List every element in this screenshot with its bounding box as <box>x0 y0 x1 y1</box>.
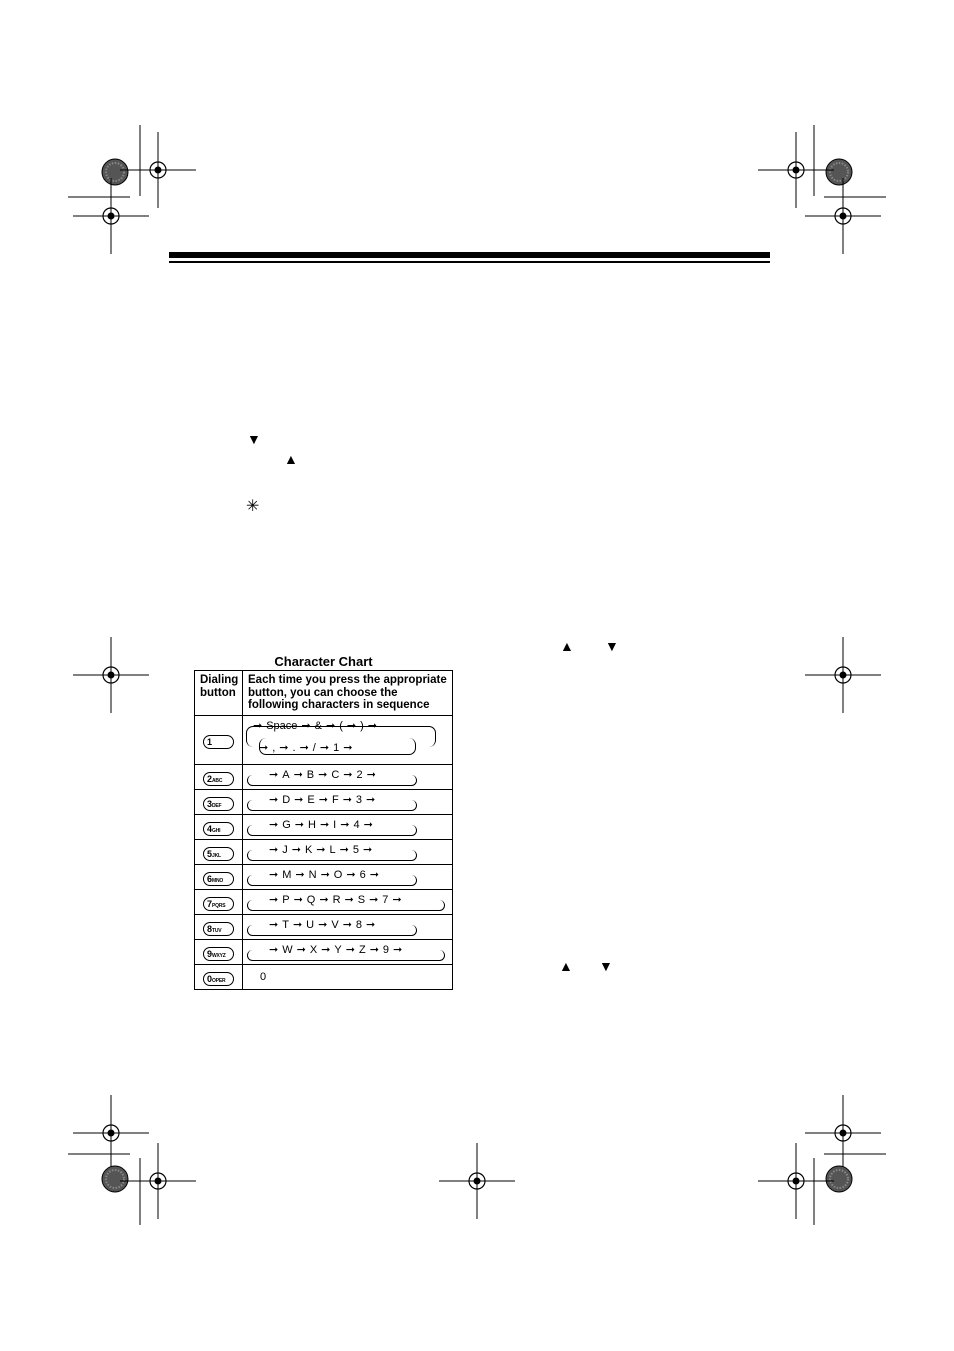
crosshair-mark <box>120 132 196 208</box>
dialing-button-cell <box>195 939 243 964</box>
character: U <box>306 918 315 931</box>
character: R <box>332 893 341 906</box>
dialing-button-cell <box>195 839 243 864</box>
arrow-right-icon: ➞ <box>343 741 353 754</box>
table-header-row <box>195 671 453 716</box>
header-rule-thick <box>169 252 770 258</box>
character: Space <box>266 719 298 732</box>
arrow-right-icon: ➞ <box>269 893 279 906</box>
character: W <box>282 943 293 956</box>
arrow-right-icon: ➞ <box>269 768 279 781</box>
character: 3 <box>355 793 363 806</box>
arrow-right-icon: ➞ <box>319 893 329 906</box>
table-row <box>195 889 453 914</box>
arrow-right-icon: ➞ <box>366 793 376 806</box>
character: ( <box>339 719 343 732</box>
character: K <box>304 843 313 856</box>
arrow-right-icon: ➞ <box>340 818 350 831</box>
character: 0 <box>260 970 267 983</box>
arrow-right-icon: ➞ <box>366 768 376 781</box>
arrow-right-icon: ➞ <box>346 868 356 881</box>
character: 9 <box>382 943 390 956</box>
arrow-right-icon: ➞ <box>269 843 279 856</box>
keypad-button-icon: 3DEF <box>203 797 234 811</box>
arrow-right-icon: ➞ <box>269 818 279 831</box>
crosshair-mark <box>758 132 834 208</box>
crosshair-mark <box>73 178 149 254</box>
arrow-right-icon: ➞ <box>346 719 357 732</box>
character: F <box>331 793 339 806</box>
arrow-right-icon: ➞ <box>292 918 303 931</box>
crosshair-mark <box>120 1143 196 1219</box>
arrow-right-icon: ➞ <box>367 719 377 732</box>
sequence-loop <box>247 900 445 911</box>
crosshair-mark <box>73 1095 149 1171</box>
character-sequence-cell <box>243 715 453 764</box>
crosshair-mark <box>73 637 149 713</box>
character: & <box>314 719 322 732</box>
dialing-button-cell <box>195 914 243 939</box>
up-triangle-icon: ▲ <box>559 958 573 974</box>
arrow-right-icon: ➞ <box>362 843 373 856</box>
character: H <box>308 818 316 831</box>
character: L <box>329 843 336 856</box>
keypad-button-icon: 5JKL <box>203 847 234 861</box>
arrow-right-icon: ➞ <box>259 741 269 754</box>
character: M <box>282 868 292 881</box>
table-row <box>195 839 453 864</box>
arrow-right-icon: ➞ <box>325 719 336 732</box>
crosshair-mark <box>439 1143 515 1219</box>
character: 6 <box>359 868 366 881</box>
character: A <box>282 768 290 781</box>
character: E <box>307 793 315 806</box>
crosshair-mark <box>805 1095 881 1171</box>
arrow-right-icon: ➞ <box>269 793 279 806</box>
arrow-right-icon: ➞ <box>269 918 279 931</box>
arrow-right-icon: ➞ <box>342 793 352 806</box>
arrow-right-icon: ➞ <box>253 719 263 732</box>
arrow-right-icon: ➞ <box>369 893 379 906</box>
arrow-right-icon: ➞ <box>279 741 289 754</box>
arrow-right-icon: ➞ <box>393 943 403 956</box>
keypad-button-icon: 6MNO <box>203 872 234 886</box>
character: / <box>312 741 316 754</box>
character: X <box>309 943 318 956</box>
character: J <box>282 843 288 856</box>
arrow-right-icon: ➞ <box>301 719 311 732</box>
character: V <box>331 918 339 931</box>
crosshair-mark <box>805 637 881 713</box>
arrow-right-icon: ➞ <box>392 893 402 906</box>
character-sequence-cell <box>243 964 453 989</box>
arrow-right-icon: ➞ <box>342 918 352 931</box>
table-row <box>195 939 453 964</box>
dialing-button-cell <box>195 715 243 764</box>
character: Z <box>358 943 366 956</box>
color-wheel-mark <box>102 1166 128 1192</box>
header-rule-thin <box>169 261 770 263</box>
arrow-right-icon: ➞ <box>345 943 355 956</box>
arrow-right-icon: ➞ <box>318 768 328 781</box>
star-icon: ✳ <box>246 498 260 515</box>
table-row <box>195 914 453 939</box>
arrow-right-icon: ➞ <box>294 793 304 806</box>
character-sequence-cell <box>243 889 453 914</box>
header-dialing-button: Dialing button <box>195 671 243 716</box>
keypad-button-icon: 8TUV <box>203 922 234 936</box>
arrow-right-icon: ➞ <box>299 741 309 754</box>
dialing-button-cell <box>195 864 243 889</box>
arrow-right-icon: ➞ <box>269 943 279 956</box>
character: O <box>333 868 343 881</box>
character: ) <box>360 719 364 732</box>
arrow-right-icon: ➞ <box>318 918 328 931</box>
character: I <box>333 818 337 831</box>
sequence-loop <box>247 925 417 936</box>
keypad-button-icon: 1 <box>203 735 234 749</box>
arrow-right-icon: ➞ <box>319 818 330 831</box>
arrow-right-icon: ➞ <box>293 768 303 781</box>
arrow-right-icon: ➞ <box>339 843 349 856</box>
arrow-right-icon: ➞ <box>269 868 279 881</box>
up-triangle-icon: ▲ <box>560 638 574 654</box>
sequence-loop <box>247 775 417 786</box>
chart-title: Character Chart <box>274 654 373 669</box>
character: 5 <box>352 843 359 856</box>
arrow-right-icon: ➞ <box>293 893 303 906</box>
arrow-right-icon: ➞ <box>318 793 328 806</box>
character-sequence-cell <box>243 764 453 789</box>
table-row <box>195 864 453 889</box>
color-wheel-mark <box>826 159 852 185</box>
color-wheel-mark <box>826 1166 852 1192</box>
down-triangle-icon: ▼ <box>605 638 619 654</box>
character: D <box>282 793 291 806</box>
character: S <box>357 893 366 906</box>
character: C <box>331 768 340 781</box>
character-sequence-cell <box>243 864 453 889</box>
character: Y <box>334 943 342 956</box>
sequence-loop <box>247 850 417 861</box>
dialing-button-cell <box>195 814 243 839</box>
sequence-loop <box>247 800 417 811</box>
dialing-button-cell <box>195 889 243 914</box>
character: Q <box>306 893 316 906</box>
keypad-button-icon: 4GHI <box>203 822 234 836</box>
character: B <box>306 768 315 781</box>
crosshair-mark <box>758 1143 834 1219</box>
character: N <box>308 868 317 881</box>
character: . <box>292 741 296 754</box>
character: 7 <box>382 893 389 906</box>
character: 4 <box>353 818 360 831</box>
character-sequence-cell <box>243 789 453 814</box>
arrow-right-icon: ➞ <box>294 818 304 831</box>
arrow-right-icon: ➞ <box>291 843 301 856</box>
down-triangle-icon: ▼ <box>599 958 613 974</box>
keypad-button-icon: 7PQRS <box>203 897 234 911</box>
character: T <box>282 918 289 931</box>
character-sequence-cell <box>243 914 453 939</box>
character-sequence-cell <box>243 814 453 839</box>
table-row <box>195 964 453 989</box>
arrow-right-icon: ➞ <box>296 943 306 956</box>
arrow-right-icon: ➞ <box>316 843 326 856</box>
character-sequence-cell <box>243 939 453 964</box>
arrow-right-icon: ➞ <box>321 943 331 956</box>
keypad-button-icon: 0OPER <box>203 972 234 986</box>
sequence-loop <box>259 738 416 755</box>
character: P <box>282 893 290 906</box>
character-sequence-cell <box>243 839 453 864</box>
arrow-right-icon: ➞ <box>369 943 379 956</box>
character: 8 <box>355 918 363 931</box>
character: 1 <box>333 741 340 754</box>
table-row <box>195 789 453 814</box>
color-wheel-mark <box>102 159 128 185</box>
table-row <box>195 764 453 789</box>
arrow-right-icon: ➞ <box>369 868 379 881</box>
arrow-right-icon: ➞ <box>295 868 305 881</box>
sequence-loop <box>247 950 445 961</box>
dialing-button-cell <box>195 789 243 814</box>
arrow-right-icon: ➞ <box>343 768 353 781</box>
keypad-button-icon: 9WXYZ <box>203 947 234 961</box>
arrow-right-icon: ➞ <box>363 818 373 831</box>
crosshair-mark <box>805 178 881 254</box>
dialing-button-cell <box>195 964 243 989</box>
keypad-button-icon: 2ABC <box>203 772 234 786</box>
character: , <box>272 741 276 754</box>
character: G <box>282 818 291 831</box>
up-triangle-icon: ▲ <box>284 451 298 467</box>
character: 2 <box>356 768 363 781</box>
header-description: Each time you press the appropriate button, you can choose the following characters in sequence <box>243 671 453 716</box>
arrow-right-icon: ➞ <box>344 893 354 906</box>
dialing-button-cell <box>195 764 243 789</box>
sequence-loop <box>247 875 417 886</box>
arrow-right-icon: ➞ <box>320 868 330 881</box>
down-triangle-icon: ▼ <box>247 431 261 447</box>
sequence-loop <box>247 825 417 836</box>
character-chart-table <box>194 670 453 990</box>
arrow-right-icon: ➞ <box>366 918 376 931</box>
table-row <box>195 715 453 764</box>
arrow-right-icon: ➞ <box>319 741 330 754</box>
table-row <box>195 814 453 839</box>
